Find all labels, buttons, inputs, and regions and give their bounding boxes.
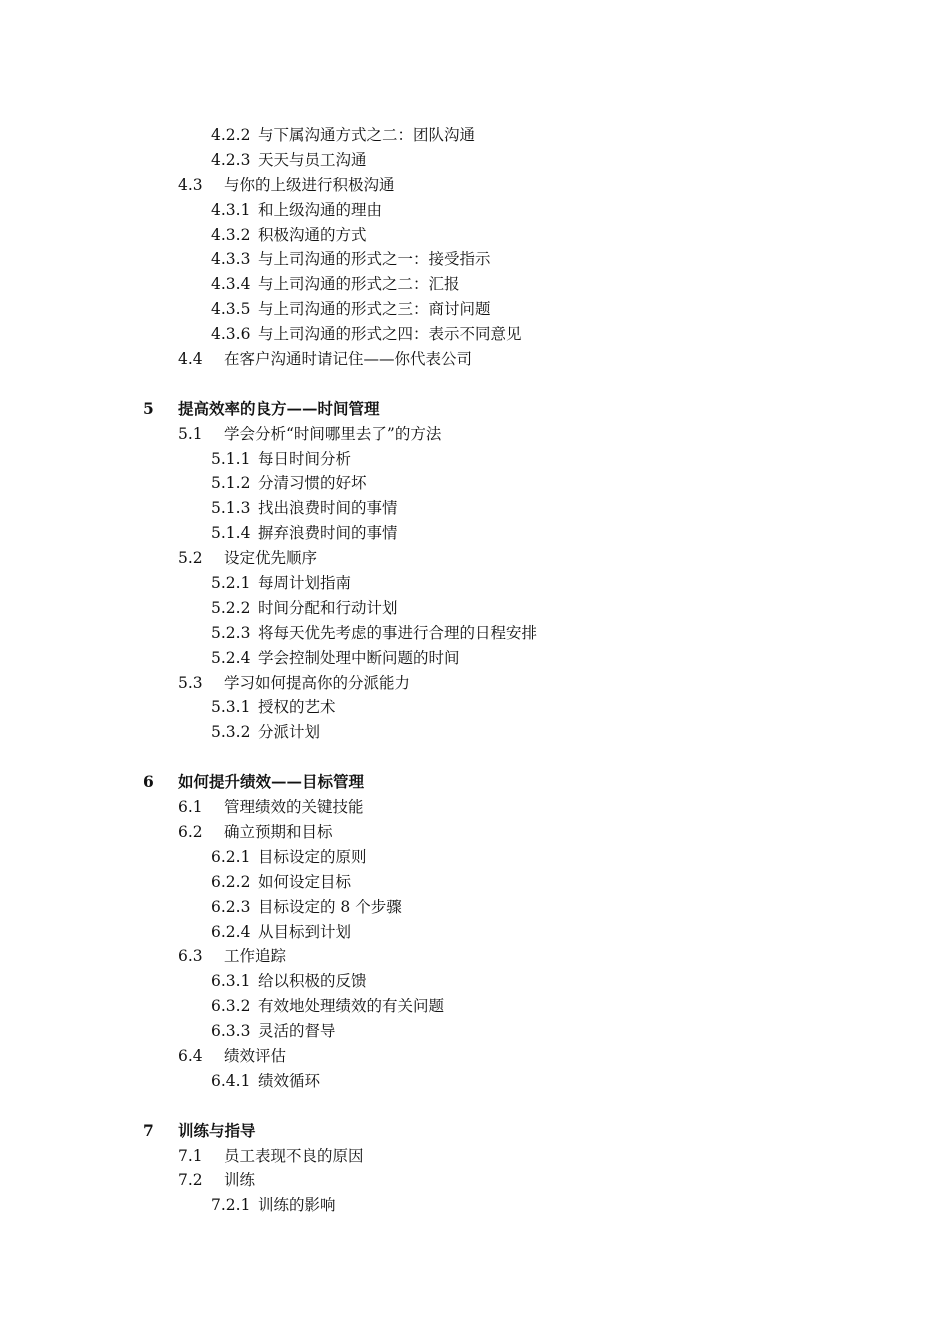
toc-entry-number: 4.3.1	[211, 200, 251, 219]
toc-entry-title: 学会分析“时间哪里去了”的方法	[224, 424, 442, 443]
toc-entry-title: 训练	[224, 1171, 256, 1190]
toc-section-entry	[0, 820, 950, 845]
toc-entry-number: 5.2.3	[211, 623, 251, 642]
toc-entry-title: 每周计划指南	[258, 574, 352, 593]
toc-entry-title: 与上司沟通的形式之三：商讨问题	[258, 300, 491, 319]
toc-entry-number: 4.2.3	[211, 150, 251, 169]
toc-entry-title: 时间分配和行动计划	[258, 598, 398, 617]
toc-entry-number: 6	[143, 772, 154, 792]
toc-subsection-entry	[0, 870, 950, 895]
toc-entry-number: 6.2.3	[211, 897, 251, 916]
toc-entry-number: 5.3	[178, 673, 203, 692]
toc-subsection-entry	[0, 621, 950, 646]
toc-entry-number: 4.4	[178, 350, 203, 369]
toc-entry-number: 7.1	[178, 1146, 203, 1165]
toc-entry-number: 5.2.1	[211, 574, 251, 593]
toc-subsection-entry	[0, 471, 950, 496]
toc-subsection-entry	[0, 646, 950, 671]
toc-section-entry	[0, 944, 950, 969]
toc-entry-number: 5.1.3	[211, 499, 251, 518]
toc-subsection-entry	[0, 297, 950, 322]
toc-entry-title: 分派计划	[258, 723, 321, 742]
toc-section-entry	[0, 1144, 950, 1169]
toc-subsection-entry	[0, 247, 950, 272]
toc-subsection-entry	[0, 720, 950, 745]
toc-subsection-entry	[0, 272, 950, 297]
toc-entry-title: 管理绩效的关键技能	[224, 798, 364, 817]
toc-entry-number: 4.3.4	[211, 275, 251, 294]
toc-entry-number: 6.3	[178, 947, 203, 966]
toc-subsection-entry	[0, 920, 950, 945]
toc-entry-title: 学习如何提高你的分派能力	[224, 673, 411, 692]
toc-entry-title: 授权的艺术	[258, 698, 336, 717]
toc-entry-number: 7.2.1	[211, 1196, 251, 1215]
toc-entry-number: 6.4.1	[211, 1071, 251, 1090]
toc-section-entry	[0, 671, 950, 696]
toc-entry-title: 工作追踪	[224, 947, 287, 966]
toc-chapter-heading	[0, 1119, 950, 1144]
toc-entry-number: 5.3.2	[211, 723, 251, 742]
toc-entry-number: 6.3.2	[211, 997, 251, 1016]
toc-entry-title: 员工表现不良的原因	[224, 1146, 364, 1165]
toc-section-entry	[0, 173, 950, 198]
toc-subsection-entry	[0, 123, 950, 148]
toc-entry-number: 6.3.3	[211, 1022, 251, 1041]
toc-entry-number: 5.1.1	[211, 449, 251, 468]
toc-entry-title: 与上司沟通的形式之四：表示不同意见	[258, 325, 522, 344]
toc-entry-number: 4.3.2	[211, 225, 251, 244]
toc-entry-title: 如何提升绩效——目标管理	[178, 772, 365, 792]
toc-entry-title: 训练与指导	[178, 1120, 256, 1140]
toc-entry-number: 4.2.2	[211, 126, 251, 144]
toc-subsection-entry	[0, 969, 950, 994]
toc-entry-title: 积极沟通的方式	[258, 225, 367, 244]
toc-entry-number: 6.2.4	[211, 922, 251, 941]
toc-entry-number: 6.2.2	[211, 872, 251, 891]
toc-section-entry	[0, 1044, 950, 1069]
toc-entry-number: 6.2.1	[211, 847, 251, 866]
toc-entry-title: 绩效循环	[258, 1071, 321, 1090]
table-of-contents	[0, 123, 950, 1218]
toc-entry-number: 5	[143, 398, 154, 418]
toc-entry-number: 5.1.4	[211, 524, 251, 543]
toc-section-entry	[0, 347, 950, 372]
toc-entry-number: 5.1.2	[211, 474, 251, 493]
toc-entry-title: 在客户沟通时请记住——你代表公司	[224, 350, 473, 369]
toc-entry-title: 目标设定的 8 个步骤	[258, 897, 402, 916]
toc-entry-number: 5.2.4	[211, 648, 251, 667]
toc-entry-title: 找出浪费时间的事情	[258, 499, 398, 518]
toc-entry-title: 天天与员工沟通	[258, 150, 367, 169]
toc-entry-title: 有效地处理绩效的有关问题	[258, 997, 445, 1016]
toc-subsection-entry	[0, 596, 950, 621]
toc-entry-title: 与上司沟通的形式之二：汇报	[258, 275, 460, 294]
toc-section-entry	[0, 422, 950, 447]
toc-entry-title: 从目标到计划	[258, 922, 352, 941]
toc-entry-title: 分清习惯的好坏	[258, 474, 367, 493]
toc-entry-title: 目标设定的原则	[258, 847, 367, 866]
toc-entry-number: 4.3.6	[211, 325, 251, 344]
toc-subsection-entry	[0, 447, 950, 472]
toc-section-entry	[0, 1168, 950, 1193]
toc-entry-number: 6.2	[178, 822, 203, 841]
toc-subsection-entry	[0, 198, 950, 223]
toc-subsection-entry	[0, 1069, 950, 1094]
toc-entry-title: 将每天优先考虑的事进行合理的日程安排	[258, 623, 538, 642]
toc-entry-number: 4.3	[178, 175, 203, 194]
toc-entry-title: 每日时间分析	[258, 449, 352, 468]
toc-chapter-heading	[0, 397, 950, 422]
toc-subsection-entry	[0, 571, 950, 596]
toc-entry-title: 如何设定目标	[258, 872, 352, 891]
toc-subsection-entry	[0, 695, 950, 720]
toc-subsection-entry	[0, 322, 950, 347]
toc-entry-title: 绩效评估	[224, 1046, 287, 1065]
toc-entry-title: 给以积极的反馈	[258, 972, 367, 991]
toc-entry-number: 7	[143, 1120, 154, 1140]
toc-entry-number: 4.3.5	[211, 300, 251, 319]
toc-entry-title: 灵活的督导	[258, 1022, 336, 1041]
toc-section-entry	[0, 546, 950, 571]
toc-subsection-entry	[0, 1193, 950, 1218]
toc-entry-title: 摒弃浪费时间的事情	[258, 524, 398, 543]
toc-entry-title: 与上司沟通的形式之一：接受指示	[258, 250, 491, 269]
toc-entry-title: 与下属沟通方式之二：团队沟通	[258, 126, 476, 144]
toc-entry-title: 提高效率的良方——时间管理	[178, 398, 380, 418]
toc-entry-title: 与你的上级进行积极沟通	[224, 175, 395, 194]
toc-chapter-heading	[0, 770, 950, 795]
toc-subsection-entry	[0, 845, 950, 870]
toc-entry-title: 训练的影响	[258, 1196, 336, 1215]
toc-entry-number: 5.3.1	[211, 698, 251, 717]
toc-subsection-entry	[0, 496, 950, 521]
toc-entry-number: 6.1	[178, 798, 203, 817]
toc-entry-number: 6.4	[178, 1046, 203, 1065]
toc-entry-number: 5.2	[178, 549, 203, 568]
toc-entry-title: 设定优先顺序	[224, 549, 318, 568]
toc-subsection-entry	[0, 521, 950, 546]
toc-subsection-entry	[0, 223, 950, 248]
toc-entry-number: 5.2.2	[211, 598, 251, 617]
toc-section-entry	[0, 795, 950, 820]
toc-entry-title: 确立预期和目标	[224, 822, 333, 841]
toc-entry-number: 7.2	[178, 1171, 203, 1190]
toc-entry-number: 4.3.3	[211, 250, 251, 269]
toc-subsection-entry	[0, 994, 950, 1019]
toc-entry-title: 和上级沟通的理由	[258, 200, 383, 219]
toc-subsection-entry	[0, 895, 950, 920]
toc-entry-number: 5.1	[178, 424, 203, 443]
toc-subsection-entry	[0, 148, 950, 173]
toc-entry-title: 学会控制处理中断问题的时间	[258, 648, 460, 667]
toc-subsection-entry	[0, 1019, 950, 1044]
toc-entry-number: 6.3.1	[211, 972, 251, 991]
